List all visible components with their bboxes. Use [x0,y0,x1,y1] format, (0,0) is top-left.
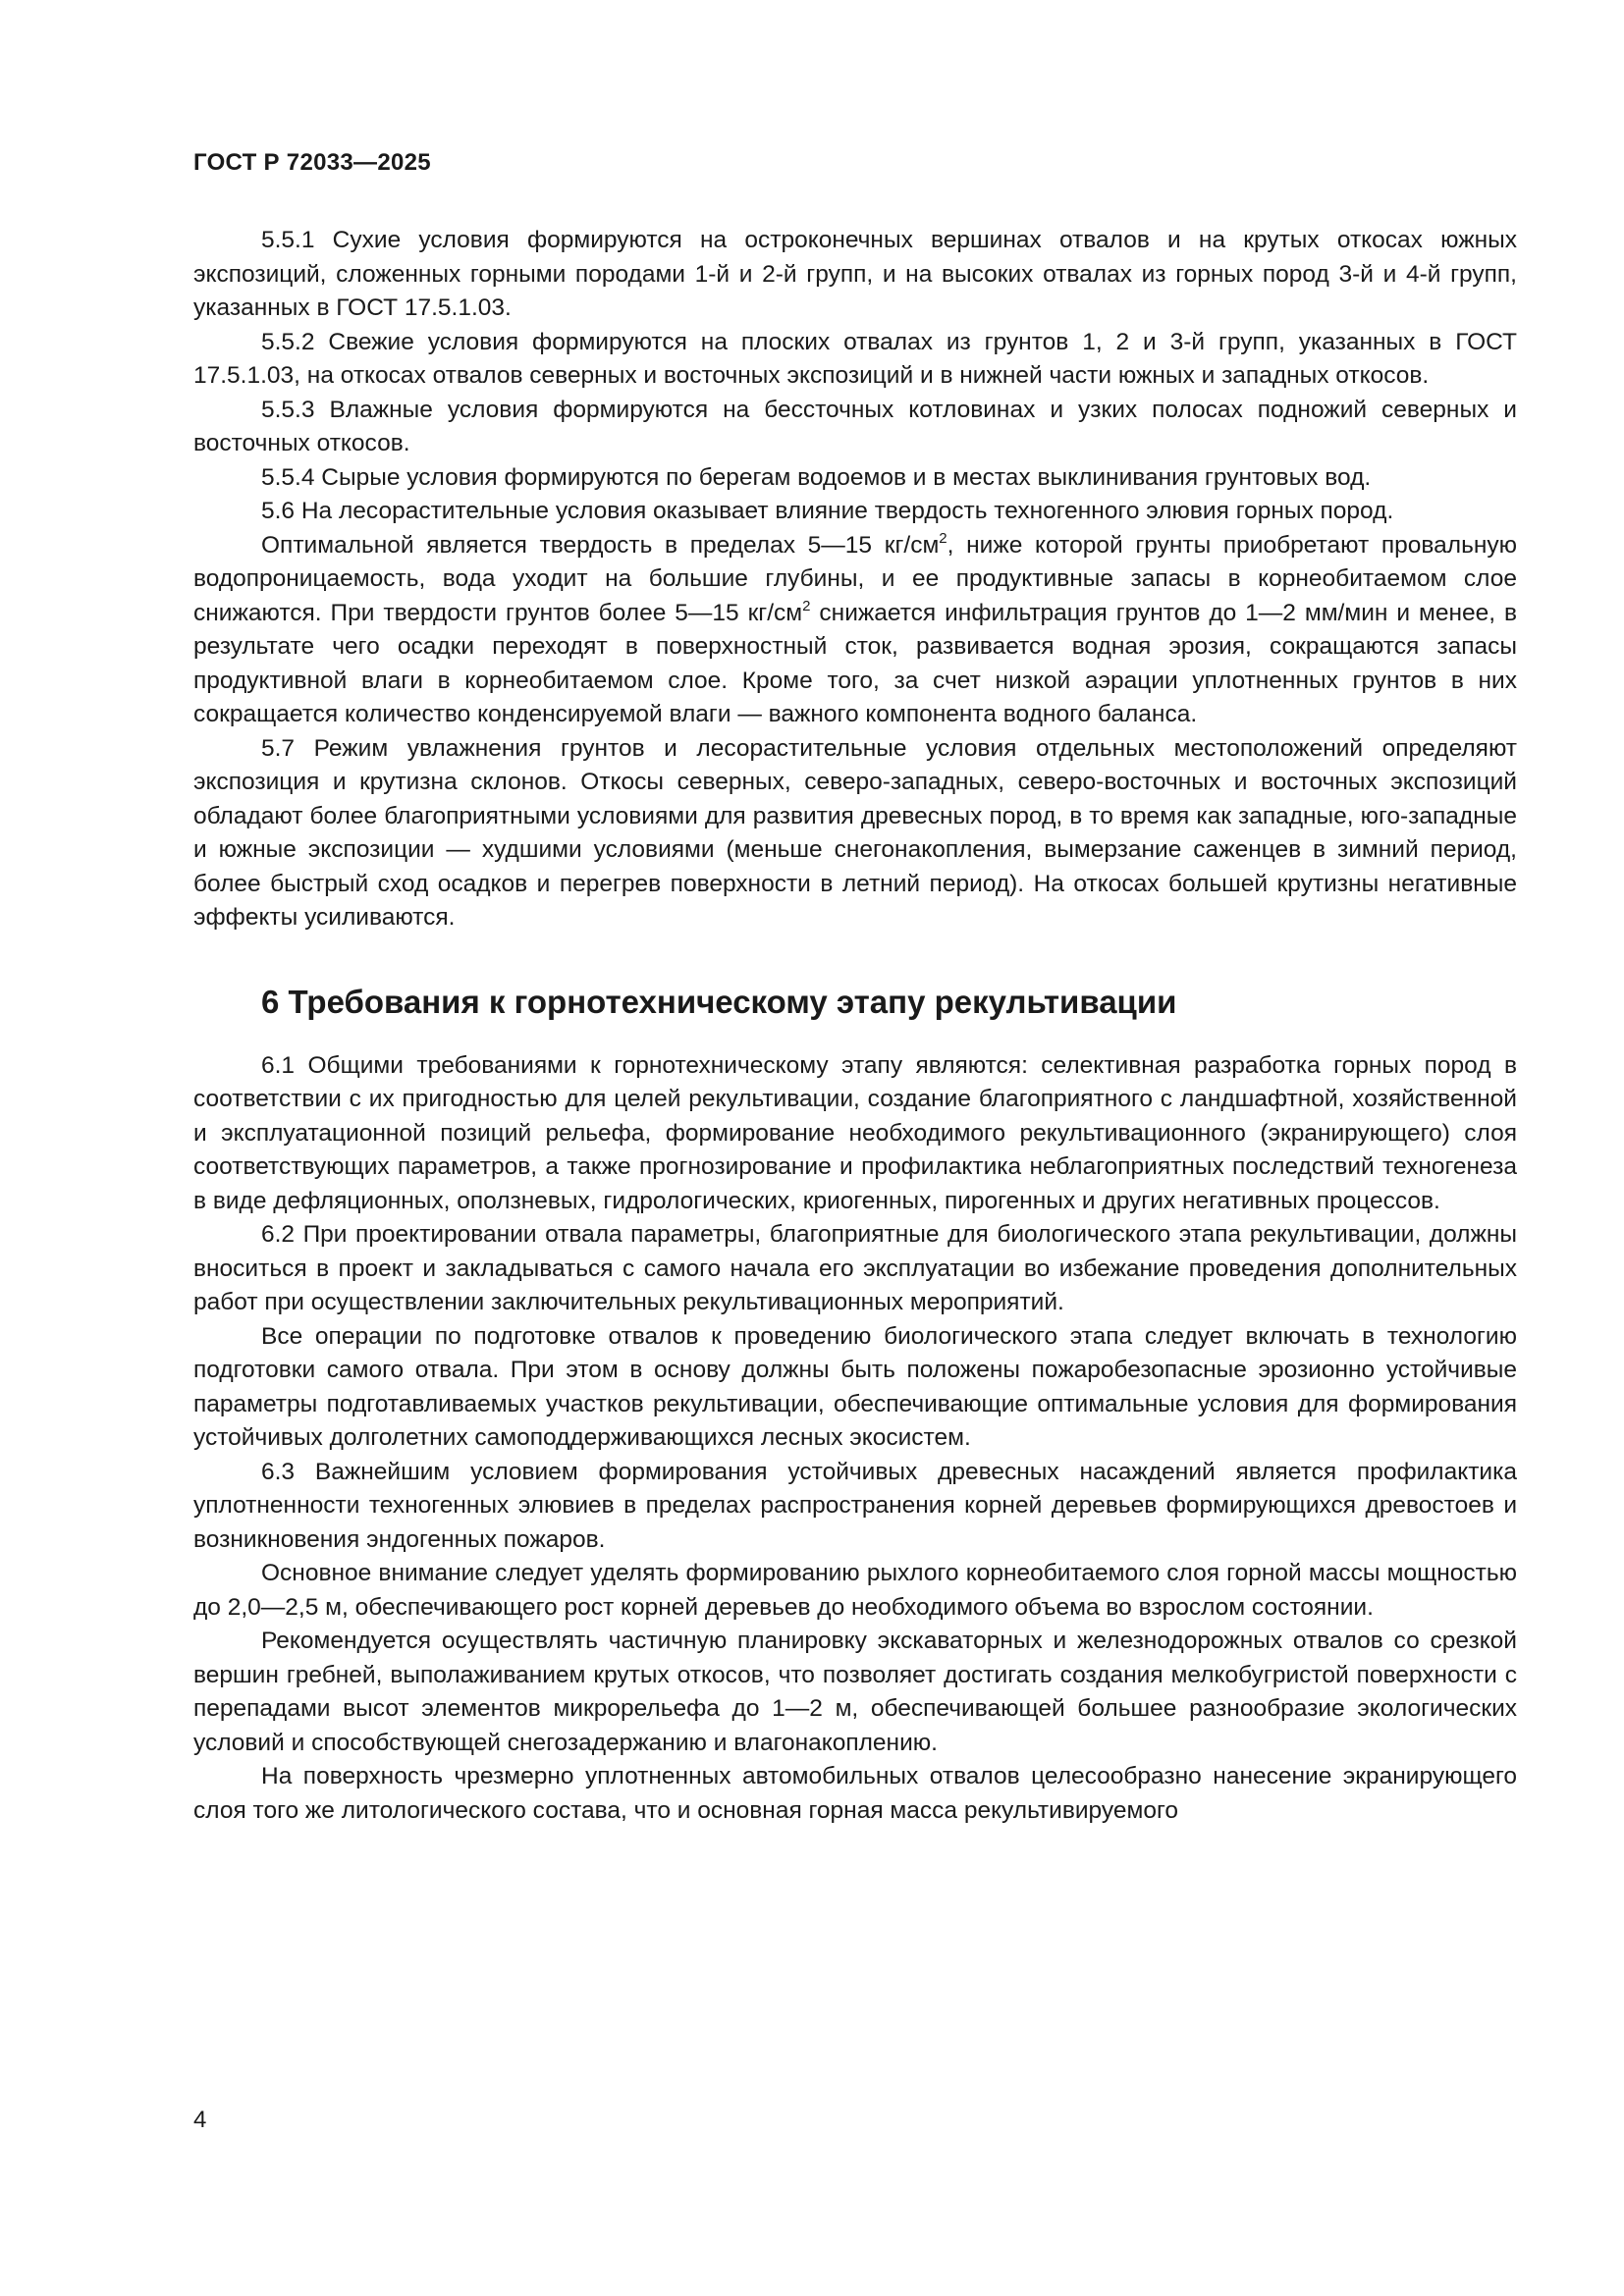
hardness-text-1: Оптимальной является твердость в пределах 5—15 кг/см [261,531,940,559]
superscript-2: 2 [802,597,811,614]
hardness-text-2: , ниже которой грунты приобретают провальную водопроницаемость, вода уходит на большие глубины, и ее продуктивные запасы в корнеобитаемом слое снижаются. При твердости грунтов более 5—15 кг/см [193,531,1517,626]
paragraph-6-2-operations: Все операции по подготовке отвалов к проведению биологического этапа следует включать в технологию подготовки самого отвала. При этом в основу должны быть положены пожаробезопасные эрозионно устойчивые параметры подготавливаемых участков рекультивации, обеспечивающие оптимальные условия для формирования устойчивых долголетних самоподдерживающихся лесных экосистем. [193,1322,1517,1451]
paragraph-hardness [193,529,1517,732]
section-6-heading: 6 Требования к горнотехническому этапу рекультивации [261,983,1177,1020]
paragraph-6-3-screening: На поверхность чрезмерно уплотненных автомобильных отвалов целесообразно нанесение экранирующего слоя того же литологического состава, что и основная горная масса рекультивируемого [193,1763,1517,1824]
paragraph-6-3-planning: Рекомендуется осуществлять частичную планировку экскаваторных и железнодорожных отвалов со срезкой вершин гребней, выполаживанием крутых откосов, что позволяет достигать создания мелкобугристой поверхности с перепадами высот элементов микрорельефа до 1—2 м, обеспечивающей большее разнообразие экологических условий и способствующей снегозадержанию и влагонакоплению. [193,1628,1517,1756]
paragraph-6-3-root-layer: Основное внимание следует уделять формированию рыхлого корнеобитаемого слоя горной массы мощностью до 2,0—2,5 м, обеспечивающего рост корней деревьев до необходимого объема во взрослом состоянии. [193,1560,1517,1621]
hardness-text-3: снижается инфильтрация грунтов до 1—2 мм/мин и менее, в результате чего осадки переходят в поверхностный сток, развивается водная эрозия, сокращаются запасы продуктивной влаги в корнеобитаемом слое. Кроме того, за счет низкой аэрации уплотненных грунтов в них сокращается количество конденсируемой влаги — важного компонента водного баланса. [193,599,1517,727]
document-body [193,224,1517,1828]
paragraph-5-6: 5.6 На лесорастительные условия оказывает влияние твердость техногенного элювия горных пород. [261,498,1394,524]
superscript-2: 2 [939,529,947,547]
paragraph-6-3: 6.3 Важнейшим условием формирования устойчивых древесных насаждений является профилактика уплотненности техногенных элювиев в пределах распространения корней деревьев формирующихся древостоев и возникновения эндогенных пожаров. [193,1458,1517,1553]
paragraph-6-1: 6.1 Общими требованиями к горнотехническому этапу являются: селективная разработка горных пород в соответствии с их пригодностью для целей рекультивации, создание благоприятного с ландшафтной, хозяйственной и эксплуатационной позиций рельефа, формирование необходимого рекультивационного (экранирующего) слоя соответствующих параметров, а также прогнозирование и профилактика неблагоприятных последствий техногенеза в виде дефляционных, оползневых, гидрологических, криогенных, пирогенных и других негативных процессов. [193,1051,1517,1214]
page-number: 4 [193,2107,207,2133]
paragraph-6-2: 6.2 При проектировании отвала параметры, благоприятные для биологического этапа рекультивации, должны вноситься в проект и закладываться с самого начала его эксплуатации во избежание проведения дополнительных работ при осуществлении заключительных рекультивационных мероприятий. [193,1221,1517,1315]
paragraph-5-5-2: 5.5.2 Свежие условия формируются на плоских отвалах из грунтов 1, 2 и 3-й групп, указанных в ГОСТ 17.5.1.03, на откосах отвалов северных и восточных экспозиций и в нижней части южных и западных откосов. [193,328,1517,389]
paragraph-5-7: 5.7 Режим увлажнения грунтов и лесорастительные условия отдельных местоположений определяют экспозиция и крутизна склонов. Откосы северных, северо-западных, северо-восточных и восточных экспозиций обладают более благоприятными условиями для развития древесных пород, в то время как западные, юго-западные и южные экспозиции — худшими условиями (меньше снегонакопления, вымерзание саженцев в зимний период, более быстрый сход осадков и перегрев поверхности в летний период). На откосах большей крутизны негативные эффекты усиливаются. [193,734,1517,931]
paragraph-5-5-4: 5.5.4 Сырые условия формируются по берегам водоемов и в местах выклинивания грунтовых вод. [261,463,1372,491]
document-header: ГОСТ Р 72033—2025 [193,149,431,176]
paragraph-5-5-1: 5.5.1 Сухие условия формируются на остроконечных вершинах отвалов и на крутых откосах южных экспозиций, сложенных горными породами 1-й и 2-й групп, и на высоких отвалах из горных пород 3-й и 4-й групп, указанных в ГОСТ 17.5.1.03. [193,227,1517,321]
paragraph-5-5-3: 5.5.3 Влажные условия формируются на бессточных котловинах и узких полосах подножий северных и восточных откосов. [193,396,1517,456]
